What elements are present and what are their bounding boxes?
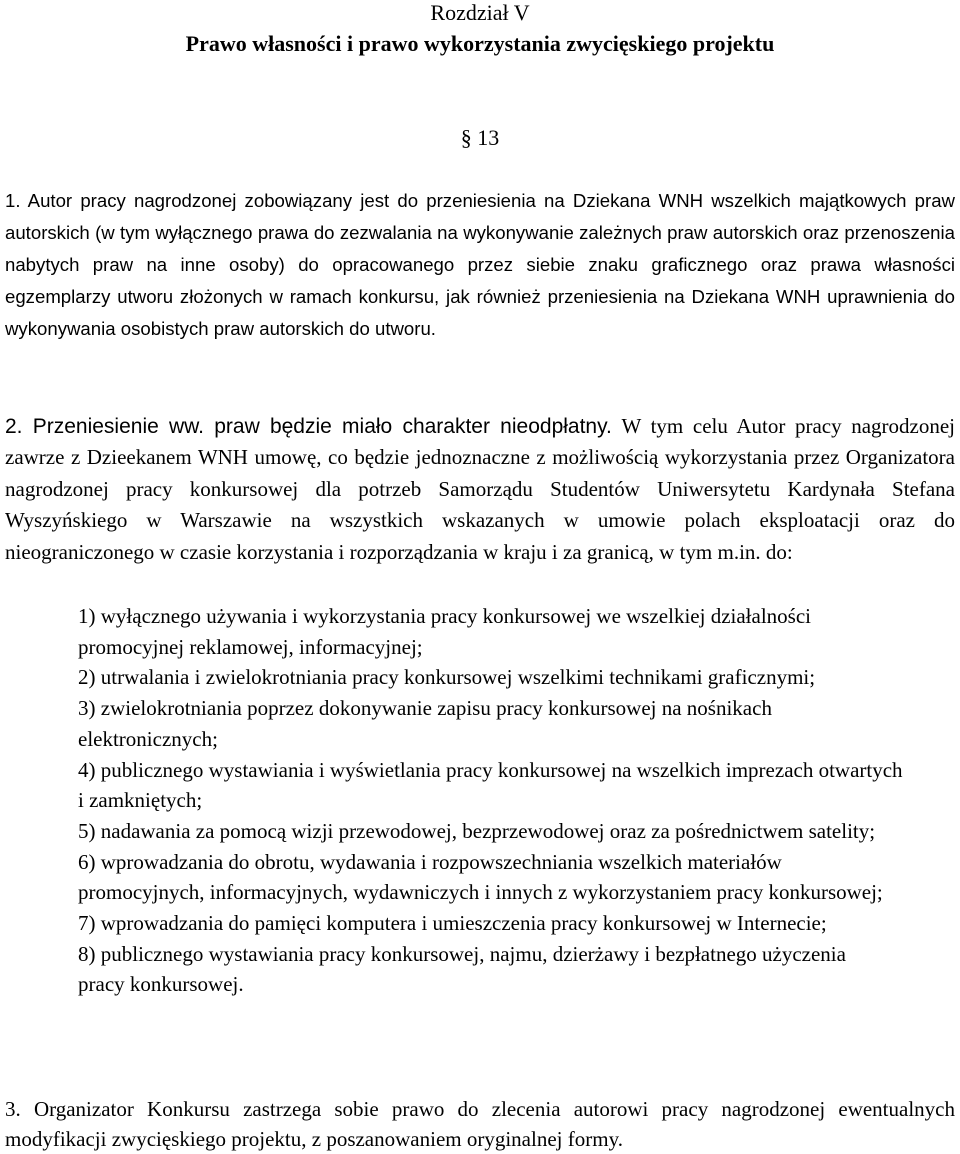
list-item: 8) publicznego wystawiania pracy konkursowej, najmu, dzierżawy i bezpłatnego użyczenia pracy konkursowej.: [78, 941, 846, 997]
list-item: 1) wyłącznego używania i wykorzystania pracy konkursowej we wszelkiej działalności promocyjnej reklamowej, informacyjnej;: [78, 604, 811, 659]
usage-fields-list: [78, 601, 958, 1000]
chapter-label: Rozdział V: [430, 0, 530, 25]
paragraph-2-serif-part: W tym celu Autor pracy nagrodzonej zawrze z Dzieekanem WNH umowę, co będzie jednoznaczne z możliwością wykorzystania przez Organizatora nagrodzonej pracy konkursowej dla potrzeb Samorządu Studentów Uniwersytetu Kardynała Stefana Wyszyńskiego w Warszawie na wszystkich wskazanych w umowie polach eksploatacji oraz do nieograniczonego w czasie korzystania i rozporządzania w kraju i za granicą, w tym m.in. do:: [5, 414, 956, 564]
chapter-title: Prawo własności i prawo wykorzystania zwycięskiego projektu: [185, 31, 775, 56]
paragraph-2-sans-part: 2. Przeniesienie ww. praw będzie miało charakter nieodpłatny.: [5, 415, 612, 438]
list-item: 6) wprowadzania do obrotu, wydawania i rozpowszechniania wszelkich materiałów promocyjnych, informacyjnych, wydawniczych i innych z wykorzystaniem pracy konkursowej;: [78, 849, 883, 905]
paragraph-1: 1. Autor pracy nagrodzonej zobowiązany jest do przeniesienia na Dziekana WNH wszelkich majątkowych praw autorskich (w tym wyłącznego prawa do zezwalania na wykonywanie zależnych praw autorskich oraz przenoszenia nabytych praw na inne osoby) do opracowanego przez siebie znaku graficznego oraz prawa własności egzemplarzy utworu złożonych w ramach konkursu, jak również przeniesienia na Dziekana WNH uprawnienia do wykonywania osobistych praw autorskich do utworu.: [5, 190, 955, 339]
paragraph-3: 3. Organizator Konkursu zastrzega sobie prawo do zlecenia autorowi pracy nagrodzonej ewentualnych modyfikacji zwycięskiego projektu, z poszanowaniem oryginalnej formy.: [5, 1097, 955, 1151]
paragraph-2: [5, 411, 955, 568]
list-item: 3) zwielokrotniania poprzez dokonywanie zapisu pracy konkursowej na nośnikach elektronicznych;: [78, 696, 772, 751]
section-label: § 13: [460, 125, 500, 150]
list-item: 2) utrwalania i zwielokrotniania pracy konkursowej wszelkimi technikami graficznymi;: [78, 665, 816, 690]
list-item: 5) nadawania za pomocą wizji przewodowej, bezprzewodowej oraz za pośrednictwem satelity;: [78, 818, 876, 843]
list-item: 7) wprowadzania do pamięci komputera i umieszczenia pracy konkursowej w Internecie;: [78, 911, 827, 936]
list-item: 4) publicznego wystawiania i wyświetlania pracy konkursowej na wszelkich imprezach otwartych i zamkniętych;: [78, 757, 903, 813]
